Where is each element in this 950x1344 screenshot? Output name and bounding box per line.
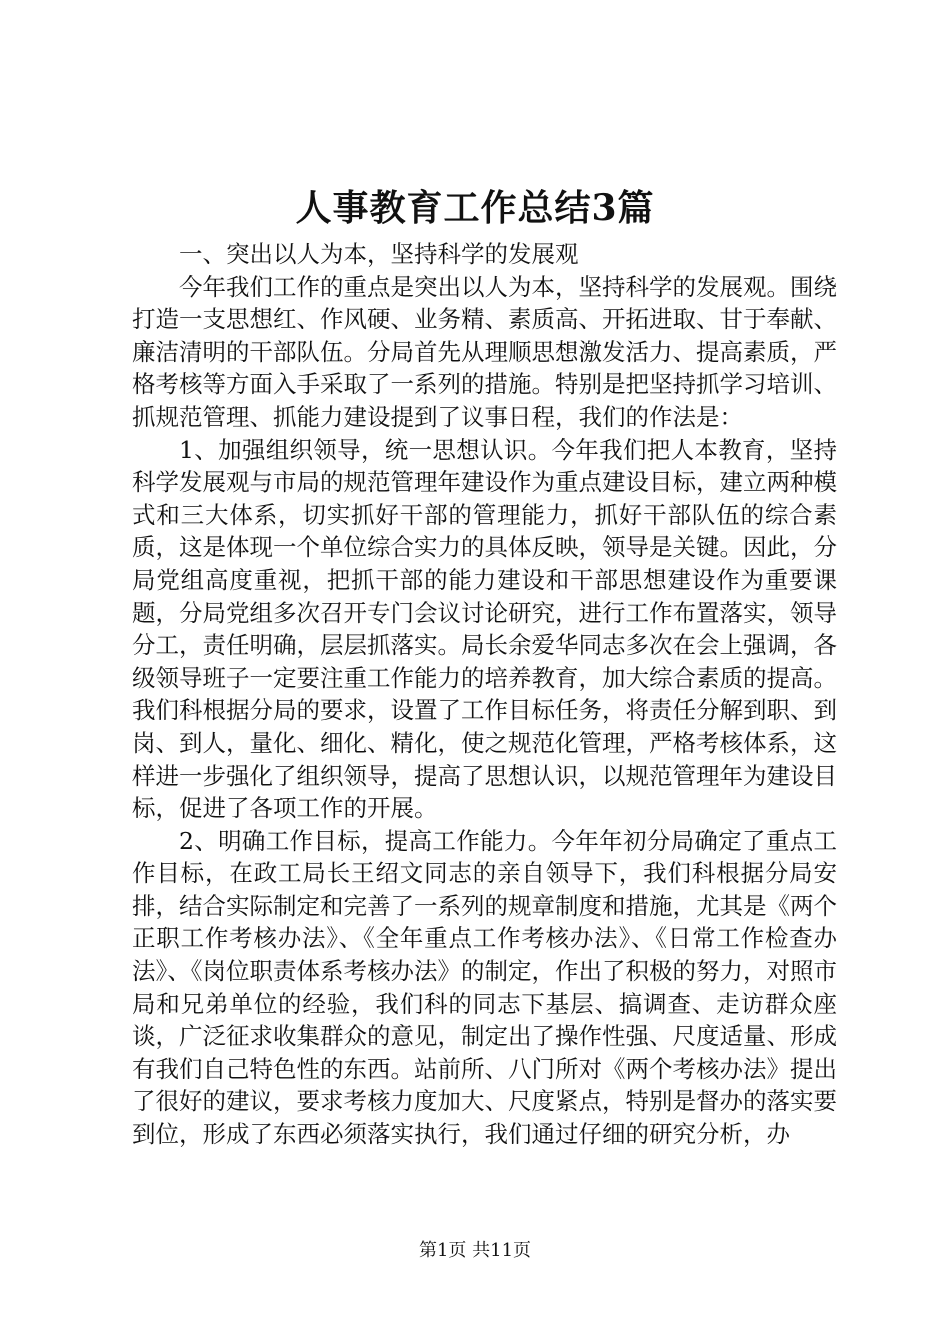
document-body	[132, 238, 837, 1151]
document-title: 人事教育工作总结3篇	[295, 187, 655, 229]
page-footer: 第1页 共11页	[418, 1240, 532, 1261]
section-heading: 一、突出以人为本，坚持科学的发展观	[179, 240, 579, 268]
body-paragraph: 今年我们工作的重点是突出以人为本，坚持科学的发展观。围绕打造一支思想红、作风硬、业务精、素质高、开拓进取、甘于奉献、廉洁清明的干部队伍。分局首先从理顺思想激发活力、提高素质，严格考核等方面入手采取了一系列的措施。特别是把坚持抓学习培训、抓规范管理、抓能力建设提到了议事日程，我们的作法是：	[132, 272, 837, 431]
body-paragraph: 1、加强组织领导，统一思想认识。今年我们把人本教育，坚持科学发展观与市局的规范管理年建设作为重点建设目标，建立两种模式和三大体系，切实抓好干部的管理能力，抓好干部队伍的综合素质，这是体现一个单位综合实力的具体反映，领导是关键。因此，分局党组高度重视，把抓干部的能力建设和干部思想建设作为重要课题，分局党组多次召开专门会议讨论研究，进行工作布置落实，领导分工，责任明确，层层抓落实。局长余爱华同志多次在会上强调，各级领导班子一定要注重工作能力的培养教育，加大综合素质的提高。我们科根据分局的要求，设置了工作目标任务，将责任分解到职、到岗、到人，量化、细化、精化，使之规范化管理，严格考核体系，这样进一步强化了组织领导，提高了思想认识，以规范管理年为建设目标，促进了各项工作的开展。	[132, 435, 837, 823]
body-paragraph: 2、明确工作目标，提高工作能力。今年年初分局确定了重点工作目标，在政工局长王绍文同志的亲自领导下，我们科根据分局安排，结合实际制定和完善了一系列的规章制度和措施，尤其是《两个正职工作考核办法》、《全年重点工作考核办法》、《日常工作检查办法》、《岗位职责体系考核办法》的制定，作出了积极的努力，对照市局和兄弟单位的经验，我们科的同志下基层、搞调查、走访群众座谈，广泛征求收集群众的意见，制定出了操作性强、尺度适量、形成有我们自己特色性的东西。站前所、八门所对《两个考核办法》提出了很好的建议，要求考核力度加大、尺度紧点，特别是督办的落实要到位，形成了东西必须落实执行，我们通过仔细的研究分析，办	[132, 826, 837, 1149]
